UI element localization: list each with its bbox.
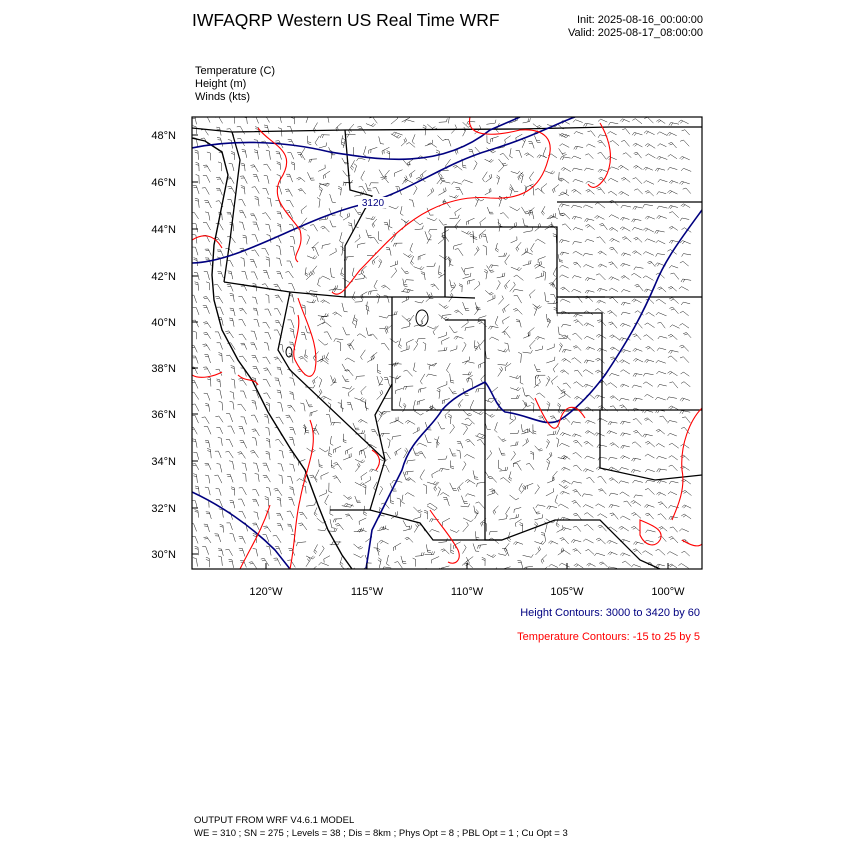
height-contour-label: 3120 [361, 198, 385, 209]
lon-label-115: 115°W [350, 586, 384, 598]
lat-label-40: 40°N [151, 317, 176, 329]
lat-label-30: 30°N [151, 549, 176, 561]
temperature-contour-legend: Temperature Contours: -15 to 25 by 5 [517, 631, 700, 643]
lon-label-105: 105°W [550, 586, 584, 598]
lon-label-110: 110°W [450, 586, 484, 598]
height-contour-legend: Height Contours: 3000 to 3420 by 60 [520, 607, 700, 619]
lon-label-100: 100°W [651, 586, 685, 598]
wind-barbs [190, 112, 692, 576]
lat-label-48: 48°N [151, 130, 176, 142]
field-height: Height (m) [195, 78, 247, 90]
lat-label-44: 44°N [151, 224, 176, 236]
lon-label-120: 120°W [249, 586, 283, 598]
lat-label-36: 36°N [151, 409, 176, 421]
field-temperature: Temperature (C) [195, 65, 276, 77]
chart-title: IWFAQRP Western US Real Time WRF [192, 10, 500, 30]
lat-label-38: 38°N [151, 363, 176, 375]
model-info: OUTPUT FROM WRF V4.6.1 MODEL [194, 815, 355, 826]
lat-ticks [192, 135, 198, 554]
lat-label-42: 42°N [151, 271, 176, 283]
model-config: WE = 310 ; SN = 275 ; Levels = 38 ; Dis = 8km ; Phys Opt = 8 ; PBL Opt = 1 ; Cu Opt = 3 [194, 828, 568, 839]
init-time: Init: 2025-08-16_00:00:00 [577, 14, 703, 26]
lat-label-32: 32°N [151, 503, 176, 515]
lake-tahoe [286, 347, 292, 357]
lat-label-34: 34°N [151, 456, 176, 468]
lon-ticks [266, 563, 668, 569]
wind-barb-field [190, 112, 692, 576]
valid-time: Valid: 2025-08-17_08:00:00 [568, 27, 703, 39]
field-winds: Winds (kts) [195, 91, 250, 103]
lat-label-46: 46°N [151, 177, 176, 189]
